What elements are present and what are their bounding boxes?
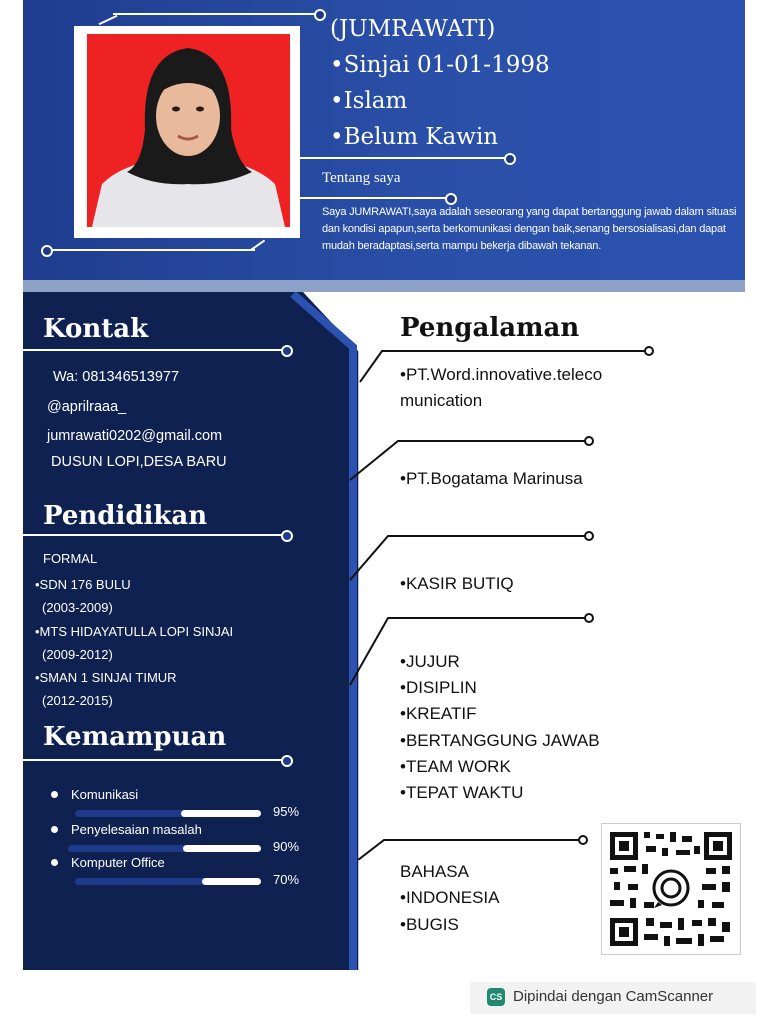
education-school: •MTS HIDAYATULLA LOPI SINJAI: [35, 624, 234, 639]
whatsapp-icon: [654, 871, 688, 908]
experience-job: •PT.Bogatama Marinusa: [400, 469, 583, 488]
education-formal-label: FORMAL: [43, 551, 98, 566]
education-years: (2012-2015): [42, 693, 113, 708]
language-item: •BUGIS: [400, 915, 459, 934]
trait-item: •BERTANGGUNG JAWAB: [400, 731, 600, 750]
language-item: •INDONESIA: [400, 888, 500, 907]
profile-photo: [87, 34, 290, 227]
camscanner-text: Dipindai dengan CamScanner: [513, 988, 714, 1005]
experience-title: Pengalaman: [400, 313, 580, 343]
skill-label: Komunikasi: [71, 787, 139, 802]
experience-job-continued: munication: [400, 391, 483, 410]
header-dot-bottom: [41, 245, 53, 257]
camscanner-logo-icon: CS: [487, 988, 505, 1006]
header-line-mid: [300, 157, 508, 159]
trait-item: •TEAM WORK: [400, 757, 511, 776]
phone-text: Wa: 081346513977: [53, 369, 180, 385]
trait-item: •JUJUR: [400, 652, 460, 671]
qr-code-icon[interactable]: [601, 823, 741, 955]
address-text: DUSUN LOPI,DESA BARU: [51, 454, 227, 470]
header-line-about: [300, 197, 448, 199]
marital-status-text: •Belum Kawin: [330, 124, 499, 150]
header-line-bottom: [50, 249, 255, 251]
skills-underline: [23, 759, 285, 761]
language-title: BAHASA: [400, 862, 469, 881]
education-underline: [23, 534, 285, 536]
skill-percent: 70%: [273, 872, 300, 887]
skill-bullet: [51, 826, 58, 833]
religion-text: •Islam: [330, 88, 408, 114]
skill-bar-fill: [202, 878, 261, 885]
education-underline-dot: [281, 530, 293, 542]
name-text: (JUMRAWATI): [330, 16, 496, 42]
skills-title: Kemampuan: [43, 722, 227, 752]
skill-bullet: [51, 859, 58, 866]
header-strip: [23, 280, 745, 292]
trait-item: •TEPAT WAKTU: [400, 783, 524, 802]
birth-text: •Sinjai 01-01-1998: [330, 52, 550, 78]
education-school: •SDN 176 BULU: [35, 577, 131, 592]
trait-item: •KREATIF: [400, 704, 477, 723]
profile-photo-illustration: [87, 34, 290, 227]
header-dot-top: [314, 9, 326, 21]
skill-bar-fill: [183, 845, 261, 852]
experience-job: •KASIR BUTIQ: [400, 574, 514, 593]
header-line-top: [113, 13, 317, 15]
skill-bullet: [51, 791, 58, 798]
contact-underline: [23, 349, 285, 351]
skill-percent: 90%: [273, 839, 300, 854]
trait-item: •DISIPLIN: [400, 678, 477, 697]
skill-percent: 95%: [273, 804, 300, 819]
contact-underline-dot: [281, 345, 293, 357]
education-school: •SMAN 1 SINJAI TIMUR: [35, 670, 177, 685]
skills-underline-dot: [281, 755, 293, 767]
skill-bar-fill: [181, 810, 261, 817]
instagram-text: @aprilraaa_: [47, 399, 127, 415]
education-years: (2003-2009): [42, 600, 113, 615]
about-title: Tentang saya: [322, 170, 401, 186]
education-title: Pendidikan: [43, 501, 208, 531]
header-dot-mid: [504, 153, 516, 165]
skill-label: Penyelesaian masalah: [71, 822, 202, 837]
email-text: jumrawati0202@gmail.com: [47, 428, 223, 444]
skill-label: Komputer Office: [71, 855, 165, 870]
experience-job: •PT.Word.innovative.teleco: [400, 365, 603, 384]
contact-title: Kontak: [43, 314, 149, 344]
education-years: (2009-2012): [42, 647, 113, 662]
about-text: Saya JUMRAWATI,saya adalah seseorang yang dapat bertanggung jawab dalam situasi dan kondisi apapun,serta berkomunikasi dengan baik,senang bersosialisasi,dan dapat mudah beradaptasi,serta mampu bekerja dibawah tekanan.: [322, 206, 737, 252]
